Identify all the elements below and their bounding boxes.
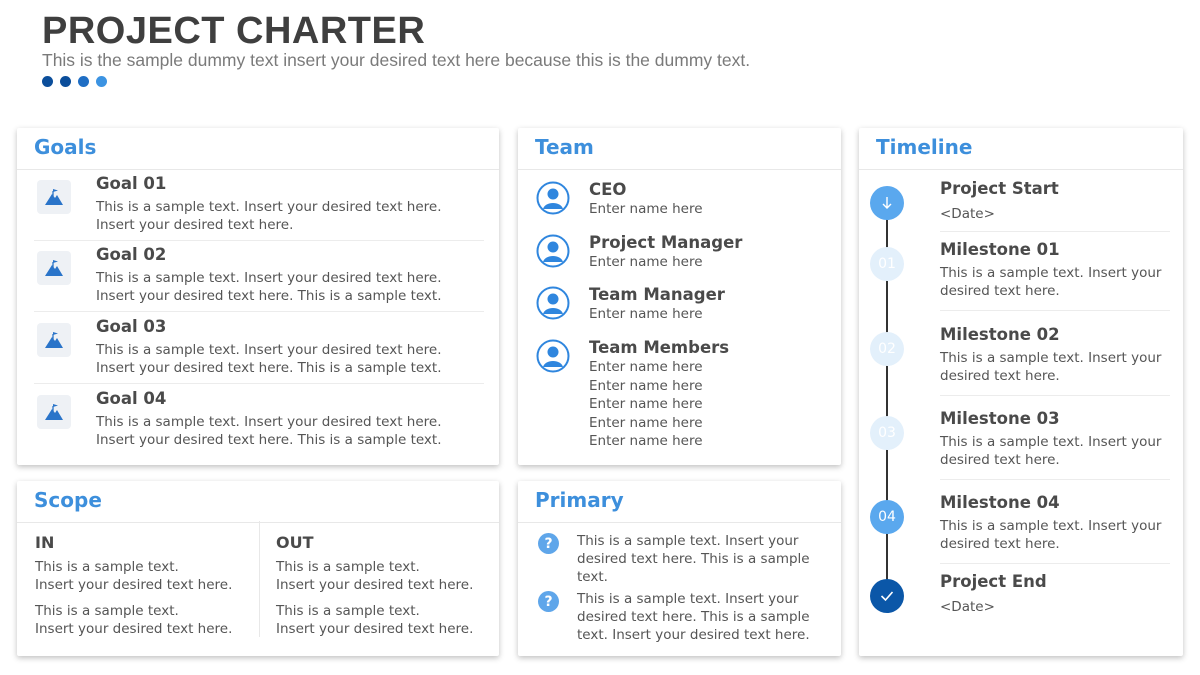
team-member [589, 233, 742, 272]
timeline-start-title: Project Start [940, 179, 1059, 198]
timeline-divider [940, 310, 1170, 311]
arrow-down-icon [870, 186, 904, 220]
milestone-item [940, 493, 1170, 553]
milestone-item [940, 409, 1170, 469]
dot-2 [60, 76, 71, 87]
timeline-end-title: Project End [940, 572, 1047, 591]
decorative-dots [42, 76, 107, 87]
milestone-title: Milestone 02 [940, 325, 1060, 344]
goal-divider [34, 311, 484, 312]
scope-in-para-1: This is a sample text. Insert your desired text here. [35, 559, 233, 593]
scope-card [17, 481, 499, 656]
goal-divider [34, 383, 484, 384]
checkmark-icon [870, 579, 904, 613]
team-name: Enter name here [589, 359, 703, 375]
scope-out [276, 533, 496, 638]
scope-in-para-2: This is a sample text. Insert your desired text here. [35, 603, 233, 637]
scope-title: Scope [34, 488, 102, 512]
team-name: Enter name here [589, 254, 703, 270]
timeline-divider [940, 395, 1170, 396]
team-name: Enter name here [589, 377, 703, 394]
mountain-flag-icon [37, 251, 71, 285]
goal-title: Goal 04 [96, 389, 167, 408]
milestone-node: 04 [870, 500, 904, 534]
milestone-item [940, 240, 1170, 300]
team-member [589, 338, 729, 451]
team-name: Enter name here [589, 396, 703, 412]
milestone-item [940, 325, 1170, 385]
team-card [518, 128, 841, 465]
milestone-title: Milestone 01 [940, 240, 1060, 259]
milestone-title: Milestone 04 [940, 493, 1060, 512]
mountain-flag-icon [37, 395, 71, 429]
primary-header [518, 481, 841, 523]
timeline-end [940, 572, 1170, 616]
team-member [589, 180, 703, 219]
goal-text: This is a sample text. Insert your desired text here. Insert your desired text here. [96, 199, 442, 233]
team-role: Team Manager [589, 285, 725, 304]
person-icon [536, 234, 568, 266]
goals-title: Goals [34, 135, 97, 159]
dot-4 [96, 76, 107, 87]
timeline-title: Timeline [876, 135, 973, 159]
team-role: Team Members [589, 338, 730, 357]
milestone-text: This is a sample text. Insert your desired text here. [940, 518, 1162, 552]
team-name: Enter name here [589, 433, 703, 449]
team-name: Enter name here [589, 414, 703, 431]
dot-3 [78, 76, 89, 87]
scope-out-label: OUT [276, 533, 314, 552]
goal-title: Goal 01 [96, 174, 167, 193]
goal-text: This is a sample text. Insert your desired text here. Insert your desired text here. This is a sample text. [96, 270, 442, 304]
goal-divider [34, 240, 484, 241]
milestone-text: This is a sample text. Insert your desired text here. [940, 265, 1162, 299]
goals-header [17, 128, 499, 170]
timeline-start-date: <Date> [940, 206, 995, 222]
goals-card [17, 128, 499, 465]
team-name: Enter name here [589, 201, 703, 217]
scope-in [35, 533, 255, 638]
milestone-text: This is a sample text. Insert your desired text here. [940, 434, 1162, 468]
person-icon [536, 339, 568, 371]
milestone-node: 03 [870, 416, 904, 450]
milestone-node: 01 [870, 247, 904, 281]
timeline-divider [940, 479, 1170, 480]
page-subtitle: This is the sample dummy text insert your desired text here because this is the dummy text. [42, 50, 751, 70]
mountain-flag-icon [37, 180, 71, 214]
goal-item [96, 317, 481, 377]
team-header [518, 128, 841, 170]
timeline-header [859, 128, 1183, 170]
question-icon: ? [538, 591, 559, 612]
page-title: PROJECT CHARTER [42, 10, 426, 52]
primary-item-2: This is a sample text. Insert your desired text here. This is a sample text. Insert your desired text here. [577, 591, 810, 643]
goal-title: Goal 03 [96, 317, 167, 336]
timeline-start [940, 179, 1170, 223]
dot-1 [42, 76, 53, 87]
scope-out-para-2: This is a sample text. Insert your desired text here. [276, 603, 474, 637]
goal-item [96, 174, 481, 234]
milestone-text: This is a sample text. Insert your desired text here. [940, 350, 1162, 384]
timeline-end-date: <Date> [940, 599, 995, 615]
primary-item-1: This is a sample text. Insert your desired text here. This is a sample text. [577, 533, 810, 585]
question-icon: ? [538, 533, 559, 554]
primary-title: Primary [535, 488, 624, 512]
mountain-flag-icon [37, 323, 71, 357]
milestone-node: 02 [870, 332, 904, 366]
goal-title: Goal 02 [96, 245, 167, 264]
team-role: CEO [589, 180, 627, 199]
timeline-divider [940, 231, 1170, 232]
team-member [589, 285, 725, 324]
timeline-card [859, 128, 1183, 656]
scope-header [17, 481, 499, 523]
milestone-title: Milestone 03 [940, 409, 1060, 428]
scope-divider [259, 521, 260, 637]
timeline-divider [940, 563, 1170, 564]
goal-item [96, 389, 481, 449]
scope-in-label: IN [35, 533, 55, 552]
person-icon [536, 181, 568, 213]
person-icon [536, 286, 568, 318]
primary-card [518, 481, 841, 656]
team-role: Project Manager [589, 233, 743, 252]
team-name: Enter name here [589, 306, 703, 322]
goal-item [96, 245, 481, 305]
goal-text: This is a sample text. Insert your desired text here. Insert your desired text here. This is a sample text. [96, 342, 442, 376]
scope-out-para-1: This is a sample text. Insert your desired text here. [276, 559, 474, 593]
team-title: Team [535, 135, 594, 159]
goal-text: This is a sample text. Insert your desired text here. Insert your desired text here. This is a sample text. [96, 414, 442, 448]
